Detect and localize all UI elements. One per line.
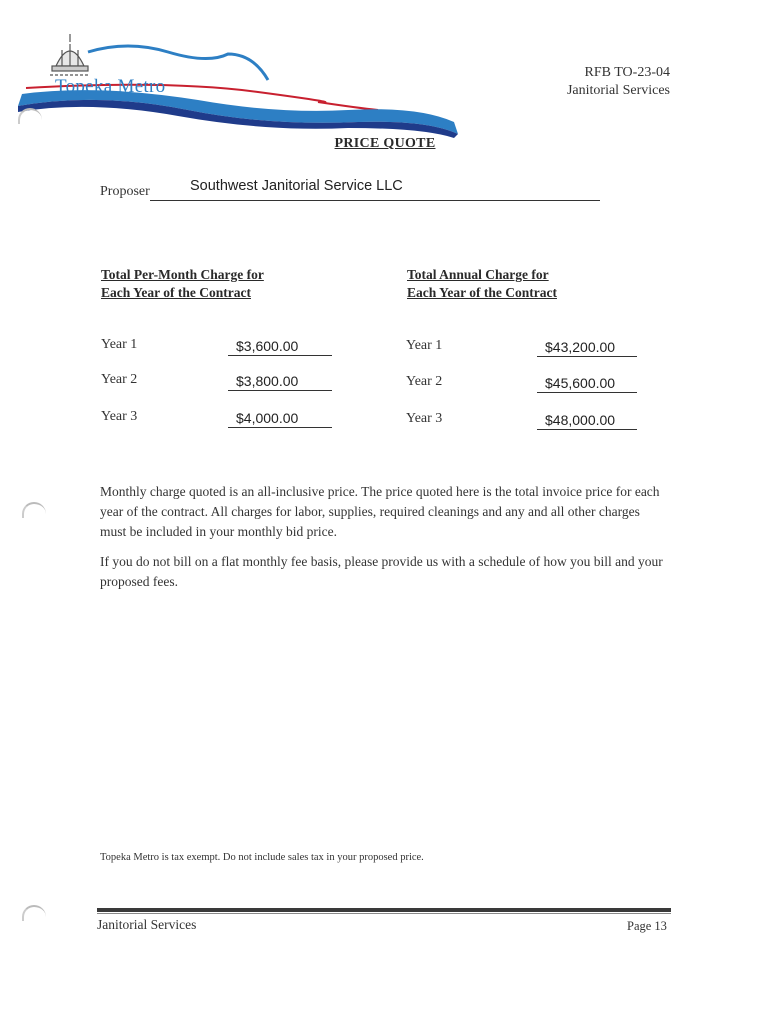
monthly-year-3-amount[interactable]: $4,000.00 xyxy=(228,410,332,428)
annual-heading xyxy=(407,266,557,302)
monthly-heading-line2: Each Year of the Contract xyxy=(101,285,251,300)
annual-year-2-label: Year 2 xyxy=(406,374,443,389)
page-title: PRICE QUOTE xyxy=(334,136,436,151)
proposer-label: Proposer xyxy=(100,184,150,199)
annual-heading-line2: Each Year of the Contract xyxy=(407,285,557,300)
punch-hole-mark xyxy=(22,502,46,518)
monthly-year-1-amount[interactable]: $3,600.00 xyxy=(228,338,332,356)
logo-wordmark: Topeka Metro xyxy=(55,76,166,97)
proposer-field[interactable]: Southwest Janitorial Service LLC xyxy=(190,178,403,194)
monthly-year-2-amount[interactable]: $3,800.00 xyxy=(228,373,332,391)
billing-schedule-paragraph: If you do not bill on a flat monthly fee basis, please provide us with a schedule of how you bill and your proposed fees. xyxy=(100,554,663,589)
all-inclusive-paragraph: Monthly charge quoted is an all-inclusive price. The price quoted here is the total invoice price for each year of the contract. All charges for labor, supplies, required cleanings and any and all other charges must be included in your monthly bid price. xyxy=(100,484,660,539)
footer-divider xyxy=(97,908,671,912)
monthly-heading xyxy=(101,266,264,302)
monthly-year-3-label: Year 3 xyxy=(101,409,138,424)
page-number: Page 13 xyxy=(627,919,667,933)
annual-year-1-label: Year 1 xyxy=(406,338,443,353)
monthly-heading-line1: Total Per-Month Charge for xyxy=(101,267,264,282)
annual-year-2-amount[interactable]: $45,600.00 xyxy=(537,375,637,393)
rfb-reference xyxy=(567,64,670,100)
annual-year-3-label: Year 3 xyxy=(406,411,443,426)
monthly-year-1-label: Year 1 xyxy=(101,337,138,352)
tax-exempt-note: Topeka Metro is tax exempt. Do not include sales tax in your proposed price. xyxy=(100,852,424,863)
annual-year-3-amount[interactable]: $48,000.00 xyxy=(537,412,637,430)
capitol-dome-icon xyxy=(50,34,90,75)
annual-heading-line1: Total Annual Charge for xyxy=(407,267,549,282)
rfb-number: RFB TO-23-04 xyxy=(584,65,670,80)
footer-title: Janitorial Services xyxy=(97,917,197,932)
punch-hole-mark xyxy=(22,905,46,921)
annual-year-1-amount[interactable]: $43,200.00 xyxy=(537,339,637,357)
rfb-subject: Janitorial Services xyxy=(566,83,670,98)
footer-divider-thin xyxy=(97,913,671,914)
monthly-year-2-label: Year 2 xyxy=(101,372,138,387)
proposer-underline xyxy=(150,200,600,201)
